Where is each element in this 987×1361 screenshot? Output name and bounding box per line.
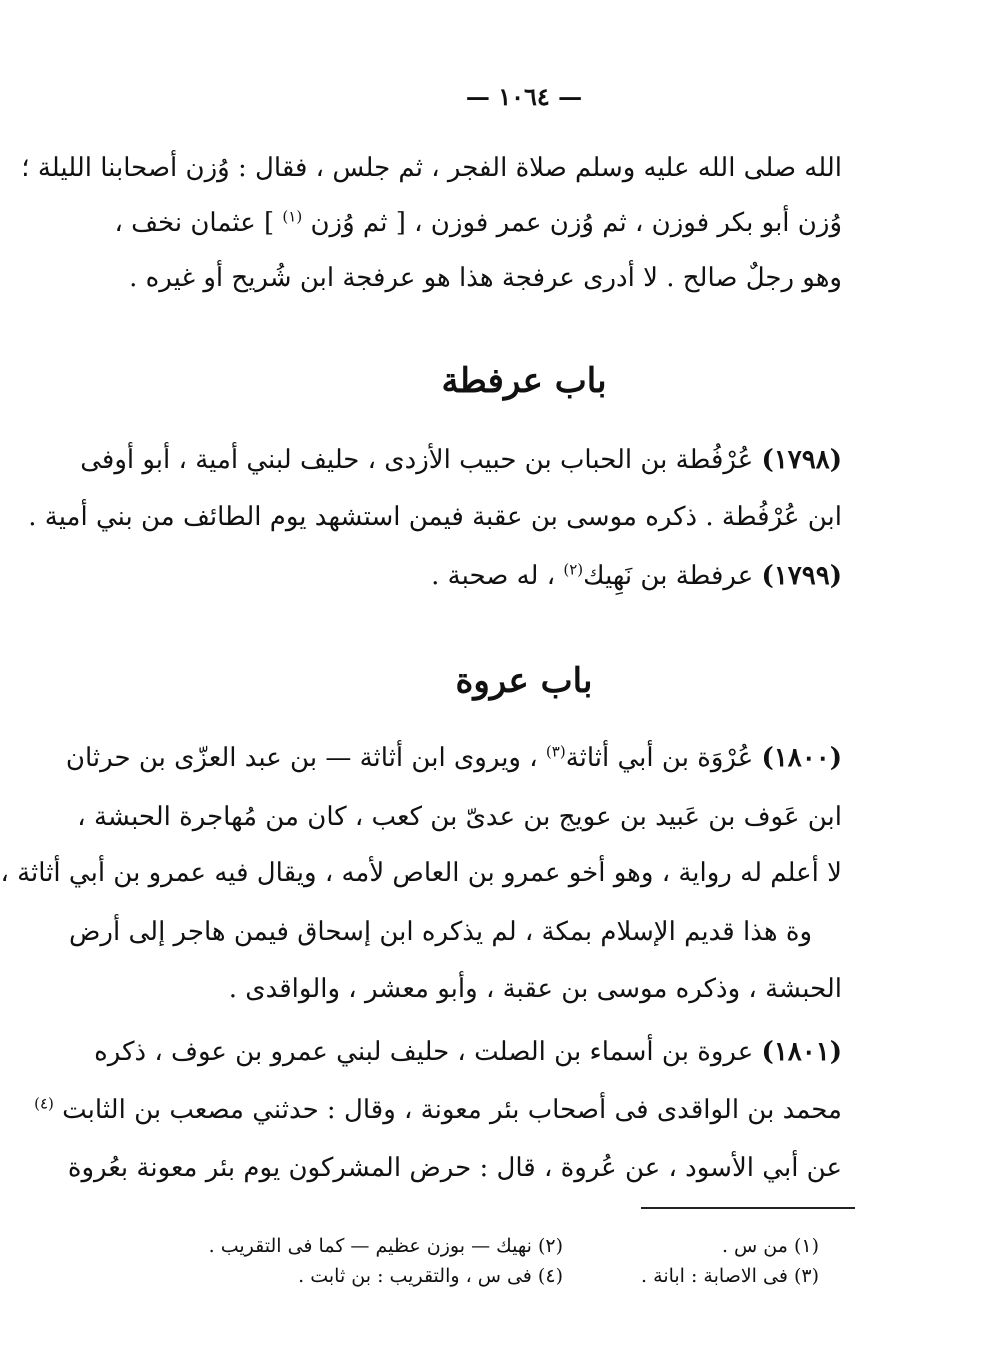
entry-line: لا أعلم له رواية ، وهو أخو عمرو بن العاص لأمه ، ويقال فيه عمرو بن أبي أثاثة ، — [0, 858, 842, 888]
entry-line: وة هذا قديم الإسلام بمكة ، لم يذكره ابن إسحاق فيمن هاجر إلى أرض — [69, 917, 812, 947]
text-line: الله صلى الله عليه وسلم صلاة الفجر ، ثم جلس ، فقال : وُزن أصحابنا الليلة ؛ — [21, 153, 842, 183]
text-segment: عرفطة بن نَهِيك — [583, 561, 754, 591]
text-segment: ] عثمان نخف ، — [114, 208, 275, 238]
entry-line — [80, 440, 842, 480]
page-number: — ١٠٦٤ — — [465, 82, 583, 111]
entry-line — [94, 1032, 842, 1072]
entry-line: ابن عَوف بن عَبيد بن عويج بن عدىّ بن كعب ، كان من مُهاجرة الحبشة ، — [77, 802, 842, 832]
text-segment: وُزن أبو بكر فوزن ، ثم وُزن عمر فوزن ، [ ثم وُزن — [310, 208, 842, 238]
footnote-marker: (٤) — [34, 1094, 54, 1113]
footnote-marker: (٢) — [563, 560, 584, 579]
entry-number: (١٨٠٠) — [761, 743, 842, 773]
footnote-marker: (٣) — [545, 742, 566, 761]
entry-line — [65, 738, 842, 778]
entry-number: (١٨٠١) — [761, 1037, 842, 1067]
entry-line — [202, 556, 842, 596]
text-line: وهو رجلٌ صالح . لا أدرى عرفجة هذا هو عرفجة ابن شُريح أو غيره . — [129, 263, 842, 293]
text-segment: محمد بن الواقدى فى أصحاب بئر معونة ، وقال : حدثني مصعب بن الثابت — [62, 1095, 842, 1125]
footnote: (٣) فى الاصابة : ابانة . — [641, 1265, 819, 1287]
text-segment: عُرْفُطة بن الحباب بن حبيب الأزدى ، حليف لبني أمية ، أبو أوفى — [80, 445, 754, 475]
entry-line — [34, 1090, 842, 1130]
text-line — [114, 203, 842, 243]
text-segment: عُرْوَة بن أبي أثاثة — [565, 743, 754, 773]
section-heading: باب عروة — [455, 661, 593, 701]
text-segment: ، ويروى ابن أثاثة — بن عبد العزّى بن حرثان — [65, 743, 538, 773]
text-segment: ، له صحبة . — [431, 561, 556, 591]
footnote: (١) من س . — [721, 1235, 819, 1257]
section-heading: باب عرفطة — [441, 361, 607, 401]
footnote: (٢) نهيك — بوزن عظيم — كما فى التقريب . — [208, 1235, 563, 1257]
entry-line: الحبشة ، وذكره موسى بن عقبة ، وأبو معشر ، والواقدى . — [228, 974, 842, 1004]
entry-line: عن أبي الأسود ، عن عُروة ، قال : حرض المشركون يوم بئر معونة بعُروة — [67, 1153, 842, 1183]
entry-number: (١٧٩٩) — [761, 561, 842, 591]
footnote: (٤) فى س ، والتقريب : بن ثابت . — [298, 1265, 563, 1287]
footnote-divider — [641, 1207, 855, 1209]
entry-number: (١٧٩٨) — [761, 445, 842, 475]
footnote-marker: (١) — [282, 207, 303, 226]
text-segment: عروة بن أسماء بن الصلت ، حليف لبني عمرو بن عوف ، ذكره — [94, 1037, 754, 1067]
entry-line: ابن عُرْفُطة . ذكره موسى بن عقبة فيمن استشهد يوم الطائف من بني أمية . — [28, 502, 842, 532]
